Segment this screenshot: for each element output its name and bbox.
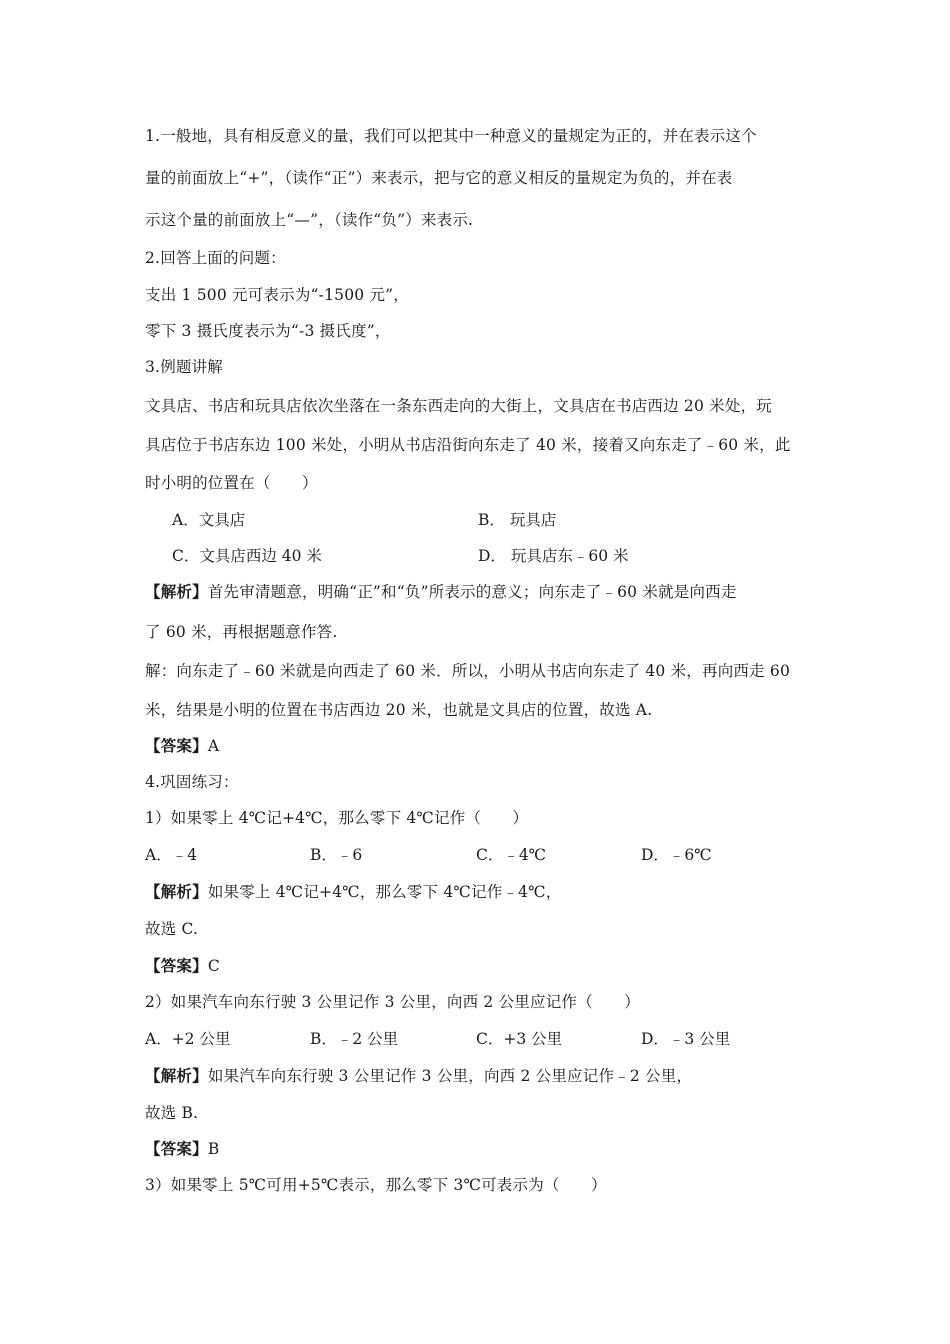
answer-line-temperature: 零下 3 摄氏度表示为“-3 摄氏度”， — [145, 322, 391, 340]
q1-option-b: B．﹣6 — [310, 846, 363, 864]
q1-analysis — [145, 882, 815, 902]
q1-option-d: D．﹣6℃ — [641, 846, 712, 864]
answer-tag: 【答案】 — [145, 956, 208, 975]
section-4-title: 4.巩固练习： — [145, 773, 239, 791]
q3-text: 3）如果零上 5℃可用+5℃表示，那么零下 3℃可表示为（ ） — [145, 1176, 607, 1194]
analysis-text: 首先审清题意，明确“正”和“负”所表示的意义；向东走了﹣60 米就是向西走 — [207, 583, 737, 601]
q2-choice: 故选 B. — [145, 1104, 199, 1122]
answer-value: B — [207, 1140, 220, 1158]
q1-answer — [145, 956, 815, 976]
q1-option-a: A．﹣4 — [145, 846, 198, 864]
paragraph-1-line-2: 量的前面放上“+”，（读作“正”）来表示，把与它的意义相反的量规定为负的，并在表 — [145, 169, 733, 187]
example-option-c: C．文具店西边 40 米 — [172, 547, 322, 565]
analysis-tag: 【解析】 — [145, 1066, 208, 1085]
answer-line-expense: 支出 1 500 元可表示为“-1500 元”， — [145, 286, 409, 304]
q2-text: 2）如果汽车向东行驶 3 公里记作 3 公里，向西 2 公里应记作（ ） — [145, 993, 640, 1011]
analysis-tag: 【解析】 — [145, 882, 208, 901]
analysis-tag: 【解析】 — [145, 582, 208, 601]
paragraph-1-line-1: 1.一般地，具有相反意义的量，我们可以把其中一种意义的量规定为正的，并在表示这个 — [145, 127, 757, 145]
analysis-text: 如果零上 4℃记+4℃，那么零下 4℃记作﹣4℃， — [207, 883, 562, 901]
q2-answer — [145, 1139, 815, 1159]
q2-option-a: A．+2 公里 — [145, 1030, 231, 1048]
analysis-text: 如果汽车向东行驶 3 公里记作 3 公里，向西 2 公里应记作﹣2 公里， — [207, 1067, 693, 1085]
answer-tag: 【答案】 — [145, 736, 208, 755]
answer-value: A — [207, 737, 220, 755]
q2-option-c: C．+3 公里 — [476, 1030, 563, 1048]
paragraph-1-line-3: 示这个量的前面放上“—”，（读作“负”）来表示. — [145, 211, 474, 229]
solution-line-2: 米，结果是小明的位置在书店西边 20 米，也就是文具店的位置，故选 A. — [145, 701, 653, 719]
q1-choice: 故选 C. — [145, 920, 199, 938]
example-line-1: 文具店、书店和玩具店依次坐落在一条东西走向的大街上，文具店在书店西边 20 米处，玩 — [145, 397, 772, 415]
example-line-2: 具店位于书店东边 100 米处，小明从书店沿街向东走了 40 米，接着又向东走了﹣60 米，此 — [145, 436, 791, 454]
q1-option-c: C．﹣4℃ — [476, 846, 547, 864]
section-3-title: 3.例题讲解 — [145, 358, 223, 376]
example-line-3: 时小明的位置在（ ） — [145, 474, 318, 492]
q2-analysis — [145, 1066, 815, 1086]
section-2-title: 2.回答上面的问题： — [145, 249, 286, 267]
analysis-1-line-2: 了 60 米，再根据题意作答. — [145, 623, 338, 641]
example-option-a: A．文具店 — [172, 511, 246, 529]
solution-line-1: 解：向东走了﹣60 米就是向西走了 60 米．所以，小明从书店向东走了 40 米，再向西走 60 — [145, 662, 791, 680]
answer-value: C — [207, 957, 220, 975]
answer-1 — [145, 736, 815, 756]
q2-option-d: D．﹣3 公里 — [641, 1030, 731, 1048]
q1-text: 1）如果零上 4℃记+4℃，那么零下 4℃记作（ ） — [145, 809, 529, 827]
answer-tag: 【答案】 — [145, 1139, 208, 1158]
analysis-1-line-1 — [145, 582, 815, 602]
example-option-b: B． 玩具店 — [478, 511, 557, 529]
q2-option-b: B．﹣2 公里 — [310, 1030, 399, 1048]
example-option-d: D． 玩具店东﹣60 米 — [478, 547, 629, 565]
